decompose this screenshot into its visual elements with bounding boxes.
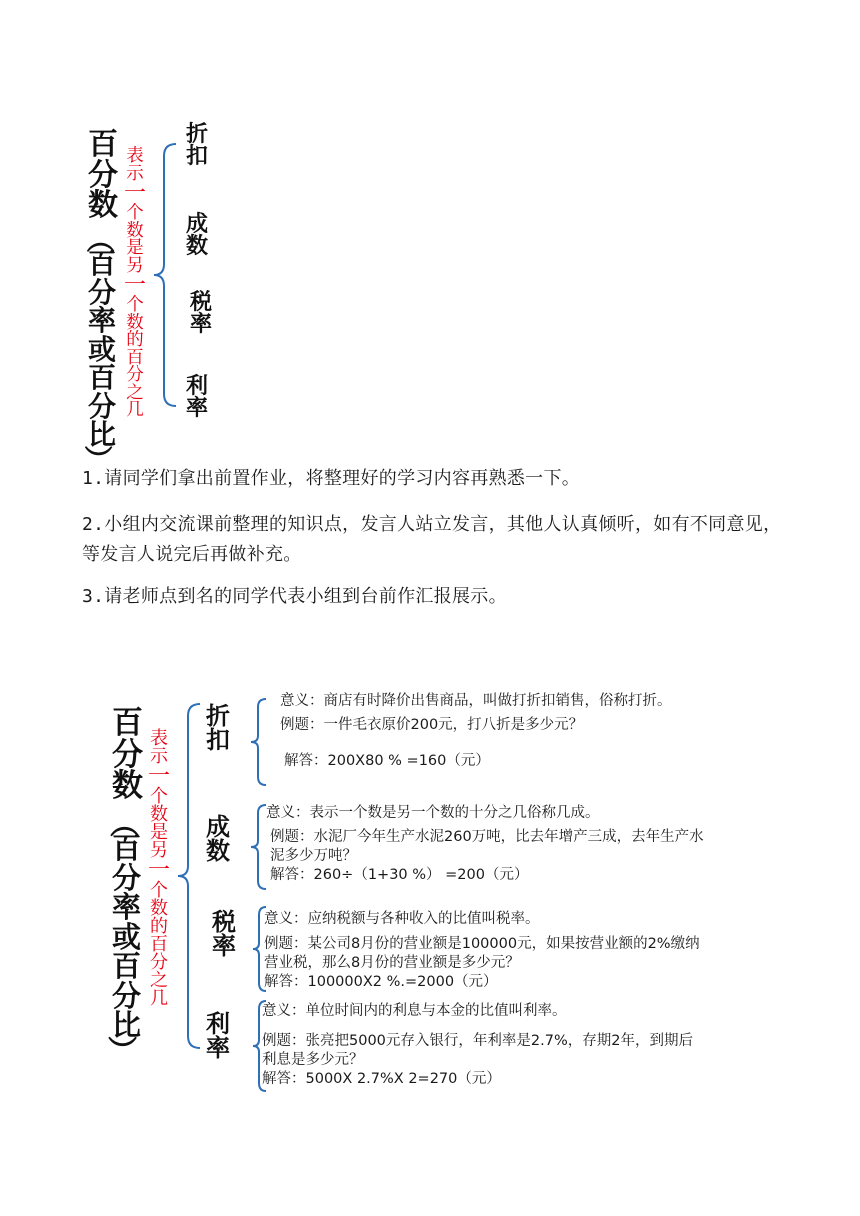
- interest-rate-answer: 解答：5000X 2.7%X 2=270（元）: [262, 1071, 501, 1087]
- bottom-branch-tenths: 成 数: [206, 813, 230, 865]
- top-branch-interest-rate: 利 率: [186, 374, 209, 421]
- bottom-definition: 表 示 一 个 数 是 另 一 个 数 的 百 分 之 几: [148, 728, 171, 1009]
- discount-meaning: 意义：商店有时降价出售商品，叫做打折扣销售，俗称打折。: [280, 693, 672, 709]
- top-branch-discount: 折 扣: [186, 122, 209, 169]
- bottom-branch-discount: 折 扣: [206, 702, 230, 754]
- bottom-branch-tax-rate: 税 率: [212, 908, 236, 960]
- discount-brace: [248, 696, 270, 788]
- tenths-meaning: 意义：表示一个数是另一个数的十分之几俗称几成。: [266, 805, 600, 821]
- top-root-alt-names: （ 百 分 率 或 百 分 比 ）: [81, 224, 117, 473]
- interest-rate-meaning: 意义：单位时间内的利息与本金的比值叫利率。: [262, 1003, 567, 1019]
- top-root-title: 百 分 数: [88, 127, 118, 224]
- bottom-main-brace: [174, 700, 204, 1052]
- bottom-root-alt-names: （ 百 分 率 或 百 分 比 ）: [104, 808, 142, 1065]
- bottom-root-title: 百 分 数: [112, 705, 143, 805]
- top-branch-tax-rate: 税 率: [190, 290, 213, 337]
- discount-example: 例题：一件毛衣原价200元，打八折是多少元？: [280, 717, 584, 733]
- tenths-answer: 解答：260÷（1+30 %） =200（元）: [270, 867, 529, 883]
- tax-rate-meaning: 意义：应纳税额与各种收入的比值叫税率。: [264, 911, 540, 927]
- top-definition: 表 示 一 个 数 是 另 一 个 数 的 百 分 之 几: [124, 146, 147, 420]
- tax-rate-answer: 解答：100000X2 %.=2000（元）: [264, 974, 498, 990]
- bottom-branch-interest-rate: 利 率: [206, 1010, 230, 1062]
- top-branch-tenths: 成 数: [186, 212, 209, 259]
- interest-rate-example: 例题：张亮把5000元存入银行，年利率是2.7%，存期2年，到期后利息是多少元？: [262, 1033, 693, 1068]
- tax-rate-example: 例题：某公司8月份的营业额是100000元，如果按营业额的2%缴纳营业税，那么8月份的营业额是多少元？: [264, 936, 700, 971]
- instruction-2: 2.小组内交流课前整理的知识点，发言人站立发言，其他人认真倾听，如有不同意见，等发言人说完后再做补充。: [82, 514, 782, 565]
- top-main-brace: [150, 140, 180, 410]
- instruction-3: 3.请老师点到名的同学代表小组到台前作汇报展示。: [82, 586, 507, 607]
- discount-answer: 解答：200X80 % =160（元）: [284, 753, 490, 769]
- tenths-example: 例题：水泥厂今年生产水泥260万吨，比去年增产三成，去年生产水泥多少万吨？: [270, 829, 704, 864]
- instruction-1: 1.请同学们拿出前置作业，将整理好的学习内容再熟悉一下。: [82, 468, 581, 489]
